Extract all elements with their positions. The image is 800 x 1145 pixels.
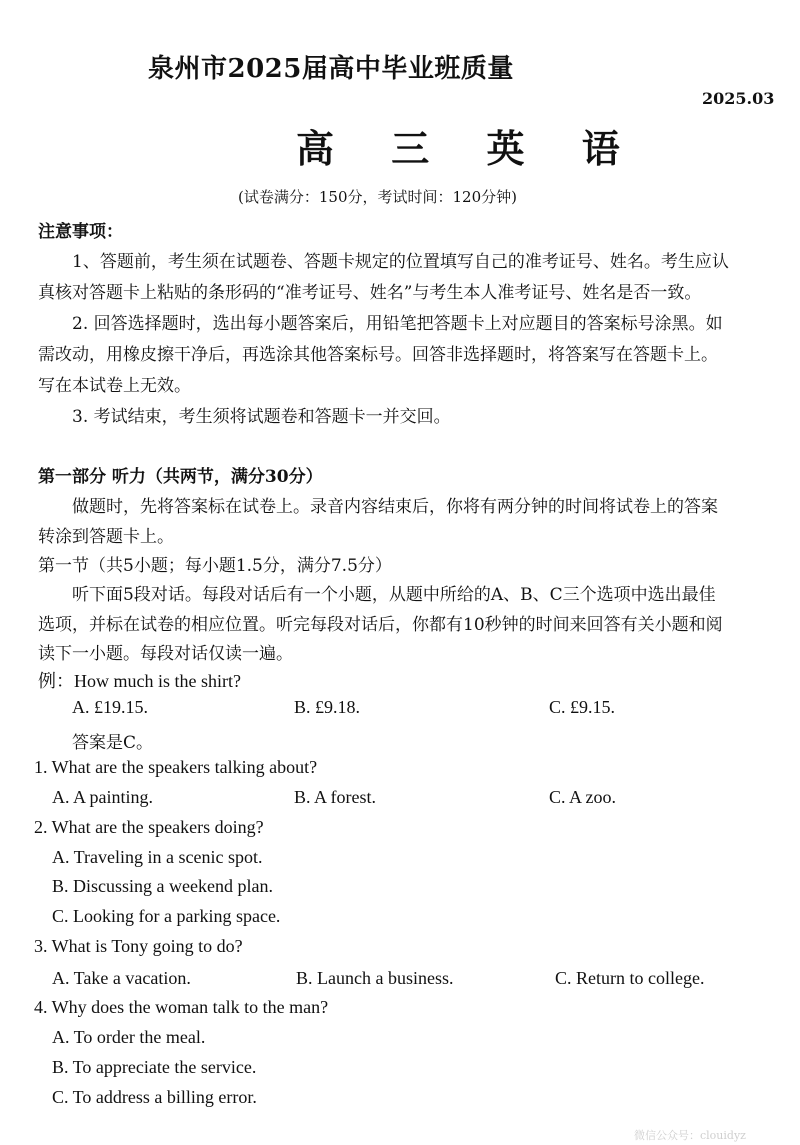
question-2-option-b: B. Discussing a weekend plan. bbox=[52, 876, 273, 896]
section1-line-2: 选项，并标在试卷的相应位置。听完每段对话后，你都有10秒钟的时间来回答有关小题和阅 bbox=[38, 615, 723, 635]
notice-item-1-line-2: 真核对答题卡上粘贴的条形码的“准考证号、姓名”与考生本人准考证号、姓名是否一致。 bbox=[38, 283, 702, 303]
notice-item-2-line-3: 写在本试卷上无效。 bbox=[38, 376, 191, 396]
question-4-option-c: C. To address a billing error. bbox=[52, 1087, 257, 1107]
notice-item-2-line-1: 2. 回答选择题时，选出每小题答案后，用铅笔把答题卡上对应题目的答案标号涂黑。如 bbox=[72, 314, 723, 334]
notice-heading: 注意事项： bbox=[38, 222, 123, 242]
notice-item-2-line-2: 需改动，用橡皮擦干净后，再选涂其他答案标号。回答非选择题时，将答案写在答题卡上。 bbox=[38, 345, 718, 365]
part1-intro-line-2: 转涂到答题卡上。 bbox=[38, 527, 174, 547]
section1-line-3: 读下一小题。每段对话仅读一遍。 bbox=[38, 644, 293, 664]
question-4-option-a: A. To order the meal. bbox=[52, 1027, 206, 1047]
question-4-option-b: B. To appreciate the service. bbox=[52, 1057, 257, 1077]
notice-item-3: 3. 考试结束，考生须将试题卷和答题卡一并交回。 bbox=[72, 407, 451, 427]
question-4: 4. Why does the woman talk to the man? bbox=[34, 997, 329, 1017]
question-1-option-a: A. A painting. bbox=[52, 787, 154, 807]
question-1: 1. What are the speakers talking about? bbox=[34, 757, 318, 777]
exam-date: 2025.03 bbox=[702, 89, 775, 108]
part1-heading: 第一部分 听力（共两节，满分30分） bbox=[38, 467, 323, 487]
question-1-option-b: B. A forest. bbox=[294, 787, 377, 807]
question-3-option-c: C. Return to college. bbox=[555, 968, 705, 988]
question-1-option-c: C. A zoo. bbox=[549, 787, 617, 807]
score-info: (试卷满分：150分，考试时间：120分钟) bbox=[238, 188, 517, 206]
example-option-b: B. £9.18. bbox=[294, 697, 361, 717]
part1-intro-line-1: 做题时，先将答案标在试卷上。录音内容结束后，你将有两分钟的时间将试卷上的答案 bbox=[72, 497, 718, 517]
watermark: 微信公众号：clouidyz bbox=[634, 1129, 746, 1142]
question-3-option-b: B. Launch a business. bbox=[296, 968, 454, 988]
question-3: 3. What is Tony going to do? bbox=[34, 936, 243, 956]
exam-title: 泉州市2025届高中毕业班质量 bbox=[148, 54, 514, 84]
example-option-c: C. £9.15. bbox=[549, 697, 616, 717]
question-2: 2. What are the speakers doing? bbox=[34, 817, 264, 837]
question-3-option-a: A. Take a vacation. bbox=[52, 968, 191, 988]
question-2-option-c: C. Looking for a parking space. bbox=[52, 906, 281, 926]
section1-line-1: 听下面5段对话。每段对话后有一个小题，从题中所给的A、B、C三个选项中选出最佳 bbox=[72, 585, 716, 605]
example-option-a: A. £19.15. bbox=[72, 697, 148, 717]
question-2-option-a: A. Traveling in a scenic spot. bbox=[52, 847, 263, 867]
example-answer: 答案是C。 bbox=[72, 733, 154, 753]
section1-heading: 第一节（共5小题；每小题1.5分，满分7.5分） bbox=[38, 556, 392, 576]
notice-item-1-line-1: 1、答题前，考生须在试题卷、答题卡规定的位置填写自己的准考证号、姓名。考生应认 bbox=[72, 252, 729, 272]
example-question: 例：How much is the shirt? bbox=[38, 671, 241, 691]
subject-title: 高 三 英 语 bbox=[296, 126, 642, 171]
